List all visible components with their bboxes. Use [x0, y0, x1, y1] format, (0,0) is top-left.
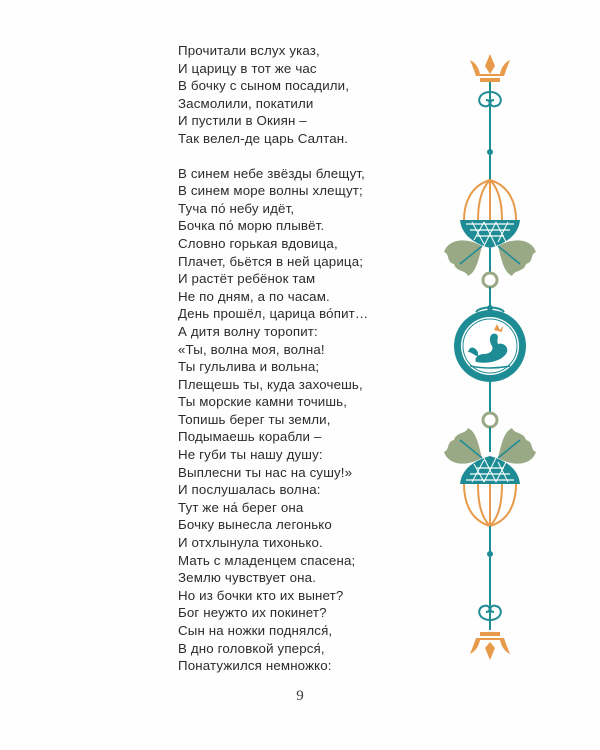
- poem-line: Не губи ты нашу душу:: [178, 447, 323, 463]
- poem-line: В синем небе звёзды блещут,: [178, 165, 365, 181]
- poem-line: Подымаешь корабли –: [178, 429, 322, 445]
- poem-line: Бог неужто их покинет?: [178, 605, 327, 621]
- poem-line: Плещешь ты, куда захочешь,: [178, 376, 363, 392]
- poem-line: И царицу в тот же час: [178, 60, 317, 76]
- decorative-ornament-column: [420, 40, 560, 680]
- stanza: [178, 42, 428, 148]
- ring-top: [483, 273, 497, 287]
- page-number: 9: [296, 688, 304, 704]
- poem-line: Плачет, бьётся в ней царица;: [178, 253, 364, 269]
- poem-line: А дитя волну торопит:: [178, 323, 318, 339]
- poem-line: В синем море волны хлещут;: [178, 183, 363, 199]
- poem-line: Словно горькая вдовица,: [178, 235, 338, 251]
- cage-frame-bottom: [464, 484, 516, 526]
- poem-line: Прочитали вслух указ,: [178, 43, 320, 58]
- poem-line: И пустили в Окиян –: [178, 113, 307, 129]
- medallion: [454, 305, 526, 382]
- poem-line: Бочка по́ морю плывёт.: [178, 218, 325, 234]
- poem-line: Туча по́ небу идёт,: [178, 200, 295, 216]
- poem-line: Но из бочки кто их вынет?: [178, 587, 344, 603]
- oak-leaf-icon-top-right: [498, 240, 536, 276]
- poem-line: Выплесни ты нас на сушу!»: [178, 464, 353, 480]
- poem-line: Ты морские камни точишь,: [178, 394, 348, 410]
- cage-frame-top: [464, 180, 516, 220]
- poem-line: День прошёл, царица во́пит…: [178, 306, 369, 322]
- poem-line: Не по дням, а по часам.: [178, 288, 330, 304]
- poem-line: Так велел-де царь Салтан.: [178, 130, 349, 146]
- poem-line: В бочку с сыном посадили,: [178, 78, 350, 94]
- poem-line: «Ты, волна моя, волна!: [178, 341, 325, 357]
- poem-line: Ты гульлива и вольна;: [178, 359, 320, 375]
- oak-leaf-icon-bottom-right: [498, 428, 536, 464]
- poem-line: Засмолили, покатили: [178, 95, 314, 111]
- poem-line: И послушалась волна:: [178, 482, 321, 498]
- stanza: [178, 165, 428, 675]
- poem-line: Мать с младенцем спасена;: [178, 552, 356, 568]
- poem-line: И отхлынула тихонько.: [178, 535, 323, 551]
- crown-icon-bottom: [470, 632, 510, 660]
- scroll-stem-bottom: [479, 557, 501, 630]
- scroll-stem-top: [479, 82, 501, 150]
- ring-bottom: [483, 413, 497, 427]
- poem-line: В дно головкой уперся́,: [178, 640, 325, 656]
- poem-line: Тут же на́ берег она: [178, 499, 304, 515]
- crown-icon-top: [470, 54, 510, 82]
- oak-leaf-icon-bottom-left: [444, 428, 482, 464]
- poem-line: Понатужился немножко:: [178, 658, 332, 674]
- poem-text: [178, 42, 428, 692]
- poem-line: Топишь берег ты земли,: [178, 411, 331, 427]
- poem-line: Сын на ножки поднялся́,: [178, 623, 333, 638]
- oak-leaf-icon-top-left: [444, 240, 482, 276]
- poem-line: И растёт ребёнок там: [178, 271, 316, 287]
- poem-line: Землю чувствует она.: [178, 570, 317, 586]
- poem-line: Бочку вынесла легонько: [178, 517, 332, 533]
